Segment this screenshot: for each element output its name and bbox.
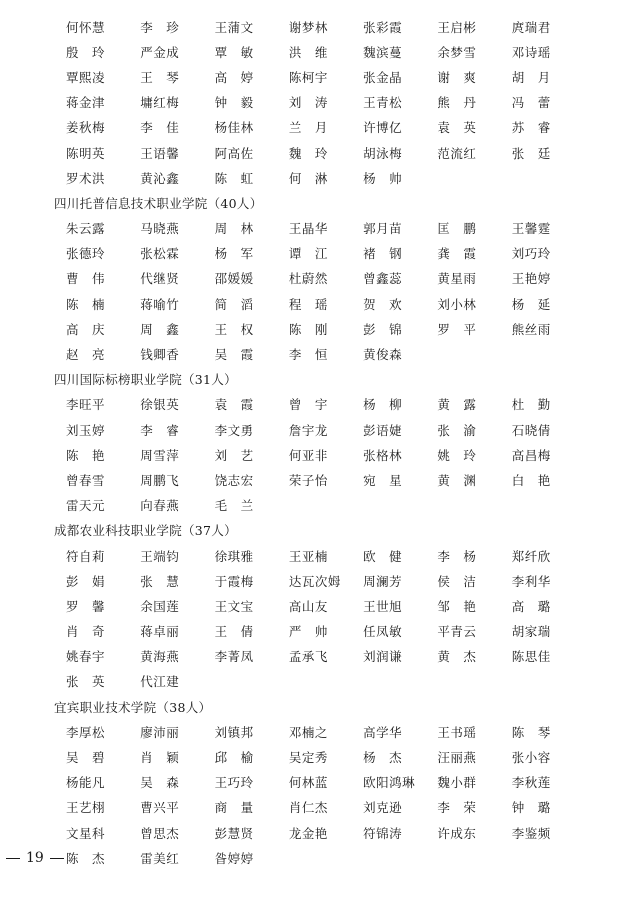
person-name: 严金成 bbox=[140, 44, 180, 60]
person-name: 谢 爽 bbox=[437, 69, 477, 85]
person-name: 高 璐 bbox=[511, 598, 551, 614]
person-name: 王亚楠 bbox=[288, 548, 328, 564]
person-name: 王文宝 bbox=[214, 598, 254, 614]
person-name: 王 权 bbox=[214, 321, 254, 337]
person-name: 陈 楠 bbox=[66, 296, 106, 312]
person-name: 张 廷 bbox=[511, 145, 551, 161]
person-name: 石晓倩 bbox=[511, 422, 551, 438]
person-name: 钟 毅 bbox=[214, 95, 254, 111]
person-name: 何亚非 bbox=[288, 447, 328, 463]
person-name: 黄海燕 bbox=[140, 649, 180, 665]
person-name: 雷美红 bbox=[140, 850, 180, 866]
person-name: 胡家瑞 bbox=[511, 624, 551, 640]
person-name: 杨 延 bbox=[511, 296, 551, 312]
person-name: 商 量 bbox=[214, 800, 254, 816]
person-name: 陈柯宇 bbox=[288, 69, 328, 85]
person-name: 于霞梅 bbox=[214, 573, 254, 589]
person-name: 刘克逊 bbox=[363, 800, 403, 816]
page-footer bbox=[6, 850, 64, 866]
person-name: 彭 锦 bbox=[363, 321, 403, 337]
person-name: 曹兴平 bbox=[140, 800, 180, 816]
person-name: 黄 渊 bbox=[437, 472, 477, 488]
person-name: 魏滨蔓 bbox=[363, 44, 403, 60]
person-name: 何 淋 bbox=[288, 170, 328, 186]
person-name: 曾 宇 bbox=[288, 397, 328, 413]
person-name: 徐银英 bbox=[140, 397, 180, 413]
person-name: 周 鑫 bbox=[140, 321, 180, 337]
person-name: 彭语婕 bbox=[363, 422, 403, 438]
person-name: 郑纤欣 bbox=[511, 548, 551, 564]
person-name: 周澜芳 bbox=[363, 573, 403, 589]
person-name: 魏小群 bbox=[437, 775, 477, 791]
name-row bbox=[66, 467, 586, 492]
person-name: 杨 杰 bbox=[363, 750, 403, 766]
name-row bbox=[66, 291, 586, 316]
person-name: 胡 月 bbox=[511, 69, 551, 85]
person-name: 袁 英 bbox=[437, 120, 477, 136]
person-name: 陈 艳 bbox=[66, 447, 106, 463]
person-name: 简 滔 bbox=[214, 296, 254, 312]
person-name: 杨能凡 bbox=[66, 775, 106, 791]
name-row bbox=[66, 39, 586, 64]
person-name: 张金晶 bbox=[363, 69, 403, 85]
name-row bbox=[66, 820, 586, 845]
person-name: 李 佳 bbox=[140, 120, 180, 136]
person-name: 李菁凤 bbox=[214, 649, 254, 665]
person-name: 代江建 bbox=[140, 674, 180, 690]
person-name: 张 渝 bbox=[437, 422, 477, 438]
person-name: 陈 刚 bbox=[288, 321, 328, 337]
person-name: 余梦雪 bbox=[437, 44, 477, 60]
person-name: 许成东 bbox=[437, 825, 477, 841]
person-name: 刘 涛 bbox=[288, 95, 328, 111]
person-name: 熊丝雨 bbox=[511, 321, 551, 337]
person-name: 许博亿 bbox=[363, 120, 403, 136]
person-name: 任凤敏 bbox=[363, 624, 403, 640]
person-name: 吴定秀 bbox=[288, 750, 328, 766]
person-name: 汪丽燕 bbox=[437, 750, 477, 766]
person-name: 匡 鹏 bbox=[437, 221, 477, 237]
name-row bbox=[66, 669, 586, 694]
person-name: 向春燕 bbox=[140, 498, 180, 514]
name-row bbox=[66, 140, 586, 165]
person-name: 邵媛媛 bbox=[214, 271, 254, 287]
person-name: 黄俊森 bbox=[363, 347, 403, 363]
name-row bbox=[66, 14, 586, 39]
person-name: 曾春雪 bbox=[66, 472, 106, 488]
person-name: 詹宇龙 bbox=[288, 422, 328, 438]
person-name: 熊 丹 bbox=[437, 95, 477, 111]
person-name: 赵 亮 bbox=[66, 347, 106, 363]
person-name: 严 帅 bbox=[288, 624, 328, 640]
person-name: 龚 霞 bbox=[437, 246, 477, 262]
person-name: 龙金艳 bbox=[288, 825, 328, 841]
person-name: 张 英 bbox=[66, 674, 106, 690]
person-name: 彭 娟 bbox=[66, 573, 106, 589]
person-name: 孟承飞 bbox=[288, 649, 328, 665]
person-name: 袁 霞 bbox=[214, 397, 254, 413]
person-name: 钟 璐 bbox=[511, 800, 551, 816]
person-name: 杨 军 bbox=[214, 246, 254, 262]
footer-dash-left bbox=[6, 858, 20, 859]
person-name: 陈 琴 bbox=[511, 724, 551, 740]
name-row bbox=[66, 770, 586, 795]
person-name: 谭 江 bbox=[288, 246, 328, 262]
person-name: 李 恒 bbox=[288, 347, 328, 363]
person-name: 褚 钢 bbox=[363, 246, 403, 262]
name-row bbox=[66, 64, 586, 89]
person-name: 庹瑞君 bbox=[511, 19, 551, 35]
name-row bbox=[66, 341, 586, 366]
person-name: 何怀慧 bbox=[66, 19, 106, 35]
person-name: 王 倩 bbox=[214, 624, 254, 640]
person-name: 廖沛丽 bbox=[140, 724, 180, 740]
person-name: 谢梦林 bbox=[288, 19, 328, 35]
person-name: 李利华 bbox=[511, 573, 551, 589]
person-name: 刘润谦 bbox=[363, 649, 403, 665]
person-name: 李 睿 bbox=[140, 422, 180, 438]
person-name: 黄沁鑫 bbox=[140, 170, 180, 186]
person-name: 李厚松 bbox=[66, 724, 106, 740]
person-name: 张松霖 bbox=[140, 246, 180, 262]
person-name: 邓楠之 bbox=[288, 724, 328, 740]
name-row bbox=[66, 165, 586, 190]
person-name: 昝婷婷 bbox=[214, 850, 254, 866]
person-name: 何林蓝 bbox=[288, 775, 328, 791]
person-name: 王馨霆 bbox=[511, 221, 551, 237]
person-name: 饶志宏 bbox=[214, 472, 254, 488]
person-name: 李旺平 bbox=[66, 397, 106, 413]
person-name: 邓诗瑶 bbox=[511, 44, 551, 60]
person-name: 覃 敏 bbox=[214, 44, 254, 60]
person-name: 吴 森 bbox=[140, 775, 180, 791]
person-name: 代继贤 bbox=[140, 271, 180, 287]
person-name: 肖仁杰 bbox=[288, 800, 328, 816]
person-name: 符自莉 bbox=[66, 548, 106, 564]
person-name: 蒋金津 bbox=[66, 95, 106, 111]
person-name: 欧 健 bbox=[363, 548, 403, 564]
section-heading: 四川托普信息技术职业学院（40人） bbox=[54, 195, 263, 211]
person-name: 王艺栩 bbox=[66, 800, 106, 816]
person-name: 刘玉婷 bbox=[66, 422, 106, 438]
person-name: 王晶华 bbox=[288, 221, 328, 237]
person-name: 彭慧贤 bbox=[214, 825, 254, 841]
person-name: 王艳婷 bbox=[511, 271, 551, 287]
person-name: 高 庆 bbox=[66, 321, 106, 337]
person-name: 黄星雨 bbox=[437, 271, 477, 287]
person-name: 姜秋梅 bbox=[66, 120, 106, 136]
person-name: 杨 帅 bbox=[363, 170, 403, 186]
name-row bbox=[66, 316, 586, 341]
section-heading: 宜宾职业技术学院（38人） bbox=[54, 699, 212, 715]
person-name: 周鹏飞 bbox=[140, 472, 180, 488]
person-name: 曾鑫蕊 bbox=[363, 271, 403, 287]
name-row bbox=[66, 493, 586, 518]
person-name: 白 艳 bbox=[511, 472, 551, 488]
person-name: 刘镇邦 bbox=[214, 724, 254, 740]
person-name: 朱云露 bbox=[66, 221, 106, 237]
person-name: 徐琪雅 bbox=[214, 548, 254, 564]
person-name: 覃熙凌 bbox=[66, 69, 106, 85]
person-name: 宛 星 bbox=[363, 472, 403, 488]
person-name: 曾思杰 bbox=[140, 825, 180, 841]
footer-dash-right bbox=[50, 858, 64, 859]
person-name: 王端钧 bbox=[140, 548, 180, 564]
person-name: 荣子怡 bbox=[288, 472, 328, 488]
person-name: 蒋卓丽 bbox=[140, 624, 180, 640]
person-name: 符锦涛 bbox=[363, 825, 403, 841]
person-name: 邹 艳 bbox=[437, 598, 477, 614]
person-name: 魏 玲 bbox=[288, 145, 328, 161]
name-row bbox=[66, 241, 586, 266]
name-row bbox=[66, 115, 586, 140]
person-name: 王书瑶 bbox=[437, 724, 477, 740]
section-heading: 成都农业科技职业学院（37人） bbox=[54, 523, 237, 539]
person-name: 王启彬 bbox=[437, 19, 477, 35]
person-name: 文星科 bbox=[66, 825, 106, 841]
person-name: 张德玲 bbox=[66, 246, 106, 262]
name-row bbox=[66, 619, 586, 644]
name-row bbox=[66, 719, 586, 744]
person-name: 王 琴 bbox=[140, 69, 180, 85]
person-name: 陈思佳 bbox=[511, 649, 551, 665]
name-row bbox=[66, 845, 586, 870]
person-name: 黄 露 bbox=[437, 397, 477, 413]
person-name: 范流红 bbox=[437, 145, 477, 161]
person-name: 周 林 bbox=[214, 221, 254, 237]
person-name: 邱 榆 bbox=[214, 750, 254, 766]
name-row bbox=[66, 90, 586, 115]
person-name: 高学华 bbox=[363, 724, 403, 740]
person-name: 王语馨 bbox=[140, 145, 180, 161]
name-row bbox=[66, 417, 586, 442]
person-name: 杨 柳 bbox=[363, 397, 403, 413]
person-name: 殷 玲 bbox=[66, 44, 106, 60]
name-row bbox=[66, 795, 586, 820]
person-name: 胡泳梅 bbox=[363, 145, 403, 161]
person-name: 张 慧 bbox=[140, 573, 180, 589]
person-name: 罗 平 bbox=[437, 321, 477, 337]
person-name: 李秋莲 bbox=[511, 775, 551, 791]
person-name: 罗术洪 bbox=[66, 170, 106, 186]
name-row bbox=[66, 568, 586, 593]
person-name: 王巧玲 bbox=[214, 775, 254, 791]
person-name: 陈 虹 bbox=[214, 170, 254, 186]
person-name: 高昌梅 bbox=[511, 447, 551, 463]
name-row bbox=[66, 266, 586, 291]
person-name: 李 珍 bbox=[140, 19, 180, 35]
person-name: 罗 馨 bbox=[66, 598, 106, 614]
person-name: 平青云 bbox=[437, 624, 477, 640]
person-name: 贺 欢 bbox=[363, 296, 403, 312]
person-name: 冯 蕾 bbox=[511, 95, 551, 111]
person-name: 侯 洁 bbox=[437, 573, 477, 589]
name-row bbox=[66, 543, 586, 568]
person-name: 吴 霞 bbox=[214, 347, 254, 363]
person-name: 墉红梅 bbox=[140, 95, 180, 111]
person-name: 达瓦次姆 bbox=[288, 573, 341, 589]
person-name: 王世旭 bbox=[363, 598, 403, 614]
name-row bbox=[66, 644, 586, 669]
person-name: 陈明英 bbox=[66, 145, 106, 161]
name-list bbox=[54, 14, 586, 870]
person-name: 阿高佐 bbox=[214, 145, 254, 161]
person-name: 张格林 bbox=[363, 447, 403, 463]
person-name: 钱卿香 bbox=[140, 347, 180, 363]
person-name: 姚 玲 bbox=[437, 447, 477, 463]
person-name: 肖 颖 bbox=[140, 750, 180, 766]
person-name: 陈 杰 bbox=[66, 850, 106, 866]
person-name: 马晓燕 bbox=[140, 221, 180, 237]
person-name: 刘小林 bbox=[437, 296, 477, 312]
person-name: 杨佳林 bbox=[214, 120, 254, 136]
person-name: 郭月苗 bbox=[363, 221, 403, 237]
person-name: 肖 奇 bbox=[66, 624, 106, 640]
person-name: 高 婷 bbox=[214, 69, 254, 85]
section-heading: 四川国际标榜职业学院（31人） bbox=[54, 372, 237, 388]
name-row bbox=[66, 593, 586, 618]
person-name: 李文勇 bbox=[214, 422, 254, 438]
name-row bbox=[66, 744, 586, 769]
person-name: 兰 月 bbox=[288, 120, 328, 136]
person-name: 毛 兰 bbox=[214, 498, 254, 514]
person-name: 刘巧玲 bbox=[511, 246, 551, 262]
person-name: 吴 碧 bbox=[66, 750, 106, 766]
person-name: 程 瑶 bbox=[288, 296, 328, 312]
person-name: 王青松 bbox=[363, 95, 403, 111]
name-row bbox=[66, 216, 586, 241]
person-name: 苏 睿 bbox=[511, 120, 551, 136]
person-name: 杜 勤 bbox=[511, 397, 551, 413]
name-row bbox=[66, 392, 586, 417]
person-name: 高山友 bbox=[288, 598, 328, 614]
person-name: 王蒲文 bbox=[214, 19, 254, 35]
person-name: 李 杨 bbox=[437, 548, 477, 564]
person-name: 黄 杰 bbox=[437, 649, 477, 665]
person-name: 刘 艺 bbox=[214, 447, 254, 463]
person-name: 曹 伟 bbox=[66, 271, 106, 287]
person-name: 张彩霞 bbox=[363, 19, 403, 35]
person-name: 李鉴频 bbox=[511, 825, 551, 841]
person-name: 欧阳鸿琳 bbox=[363, 775, 416, 791]
person-name: 姚春宇 bbox=[66, 649, 106, 665]
person-name: 蒋喻竹 bbox=[140, 296, 180, 312]
person-name: 李 荣 bbox=[437, 800, 477, 816]
name-row bbox=[66, 442, 586, 467]
person-name: 周雪萍 bbox=[140, 447, 180, 463]
person-name: 余国莲 bbox=[140, 598, 180, 614]
person-name: 雷天元 bbox=[66, 498, 106, 514]
person-name: 洪 维 bbox=[288, 44, 328, 60]
person-name: 杜蔚然 bbox=[288, 271, 328, 287]
page-number: 19 bbox=[26, 850, 44, 866]
person-name: 张小容 bbox=[511, 750, 551, 766]
